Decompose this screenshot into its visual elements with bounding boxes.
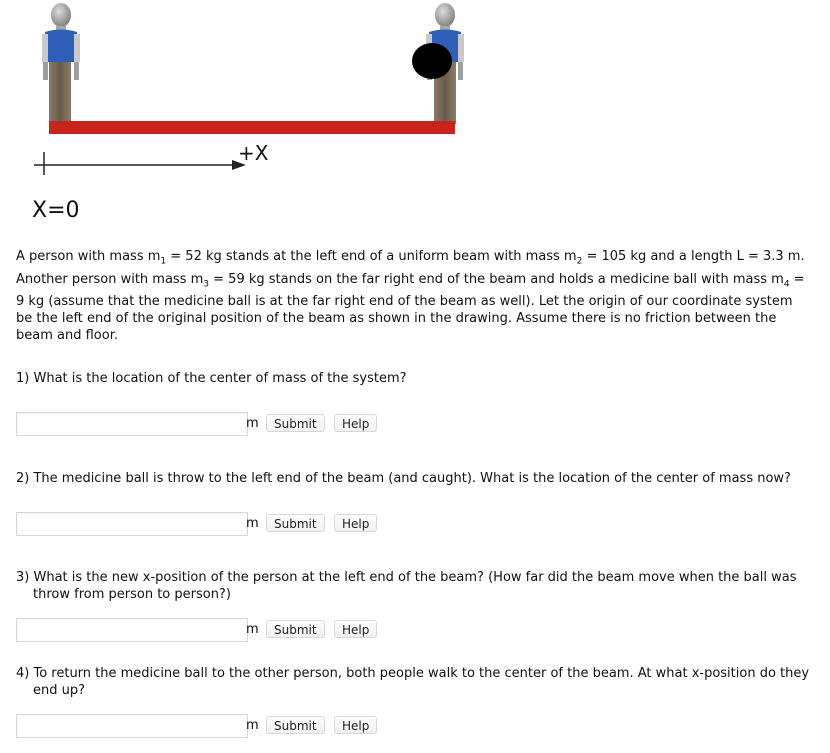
problem-text: = 9 kg (assume that the medicine ball is at the far right end of the beam as well). Let the origin of our coordinate system be the left end of the original position of the beam as shown in the drawing. Assume there is no friction between the beam and floor. [16,271,805,344]
x-axis-arrow [34,152,246,175]
submit-button-4[interactable]: Submit [266,716,325,734]
problem-text: = 52 kg stands at the left end of a uniform beam with mass m [166,249,577,264]
problem-statement [16,248,812,344]
submit-button-1[interactable]: Submit [266,414,325,432]
left-person [42,3,80,124]
unit-label: m [246,416,259,431]
subscript: 2 [576,256,583,267]
medicine-ball [412,43,452,79]
help-button-3[interactable]: Help [334,620,377,638]
left-person-head [51,3,71,27]
answer-input-3[interactable] [16,618,248,642]
submit-button-2[interactable]: Submit [266,514,325,532]
question-1: 1) What is the location of the center of mass of the system? [16,371,407,386]
problem-text: = 105 kg and a length L = 3.3 m. Another person with mass m [16,249,805,287]
subscript: 1 [160,256,167,267]
left-person-legs [49,62,71,124]
origin-label: X=0 [32,198,80,223]
subscript: 4 [783,279,790,290]
help-button-4[interactable]: Help [334,716,377,734]
submit-button-3[interactable]: Submit [266,620,325,638]
problem-text: A person with mass m [16,249,161,264]
help-button-2[interactable]: Help [334,514,377,532]
answer-input-2[interactable] [16,512,248,536]
answer-input-1[interactable] [16,412,248,436]
unit-label: m [246,516,259,531]
answer-input-4[interactable] [16,714,248,738]
question-4: 4) To return the medicine ball to the other person, both people walk to the center of the beam. At what x-position do they end up? [16,666,810,698]
question-3: 3) What is the new x-position of the person at the left end of the beam? (How far did the beam move when the ball was throw from person to person?) [16,570,797,602]
help-button-1[interactable]: Help [334,414,377,432]
question-2: 2) The medicine ball is throw to the left end of the beam (and caught). What is the location of the center of mass now? [16,471,791,486]
axis-label: +X [238,141,269,165]
unit-label: m [246,622,259,637]
beam [49,121,455,134]
left-person-shirt [45,30,77,63]
beam-figure [0,0,830,240]
subscript: 3 [203,279,210,290]
unit-label: m [246,718,259,733]
problem-text: = 59 kg stands on the far right end of the beam and holds a medicine ball with mass m [209,271,784,287]
right-person-head [435,3,455,27]
